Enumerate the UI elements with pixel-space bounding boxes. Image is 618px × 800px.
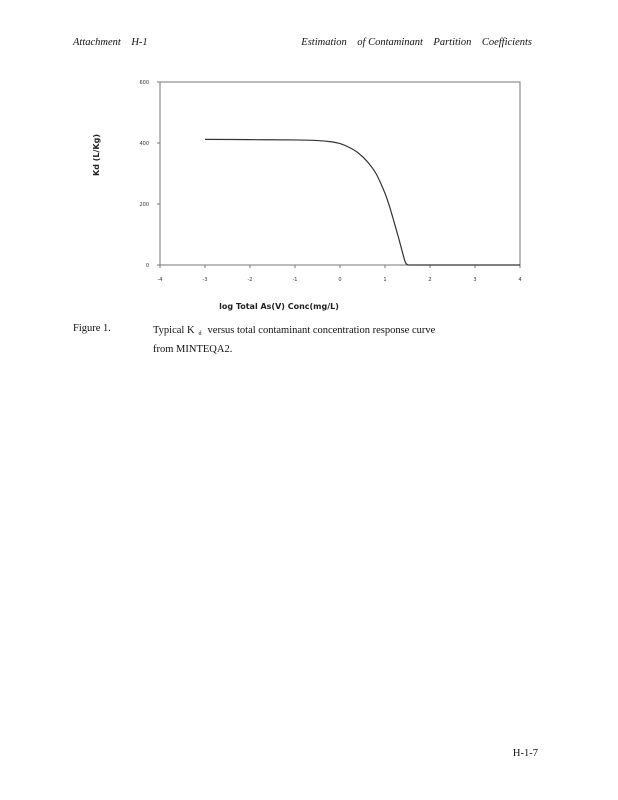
page-number: H-1-7: [512, 748, 538, 759]
running-header-left: Attachment H-1: [73, 37, 148, 48]
y-tick-label: 200: [139, 202, 149, 208]
running-header-right: Estimation of Contaminant Partition Coefficients: [301, 37, 532, 48]
x-axis-ticks: [158, 265, 522, 283]
kd-response-chart: [0, 0, 618, 320]
x-tick-label: -1: [292, 277, 298, 283]
plot-area-frame: [160, 82, 520, 265]
figure-caption: [153, 323, 453, 357]
y-tick-label: 400: [139, 141, 149, 147]
caption-prefix: Typical K: [153, 325, 195, 336]
y-axis-ticks: [139, 80, 160, 269]
figure-label: Figure 1.: [73, 323, 111, 334]
x-axis-label: log Total As(V) Conc(mg/L): [219, 302, 339, 311]
caption-rest: versus total contaminant concentration response curve: [207, 325, 436, 336]
x-tick-label: 2: [428, 277, 432, 283]
caption-subscript: d: [198, 331, 202, 337]
x-tick-label: 3: [473, 277, 477, 283]
x-tick-label: 0: [338, 277, 342, 283]
x-tick-label: -2: [247, 277, 253, 283]
x-tick-label: 1: [383, 277, 387, 283]
x-tick-label: -3: [202, 277, 208, 283]
x-tick-label: 4: [518, 277, 522, 283]
caption-line-2: from MINTEQA2.: [153, 344, 233, 355]
x-tick-label: -4: [157, 277, 163, 283]
y-tick-label: 0: [145, 263, 149, 269]
y-axis-label: Kd (L/Kg): [92, 134, 101, 176]
y-tick-label: 600: [139, 80, 149, 86]
kd-curve: [205, 139, 520, 265]
